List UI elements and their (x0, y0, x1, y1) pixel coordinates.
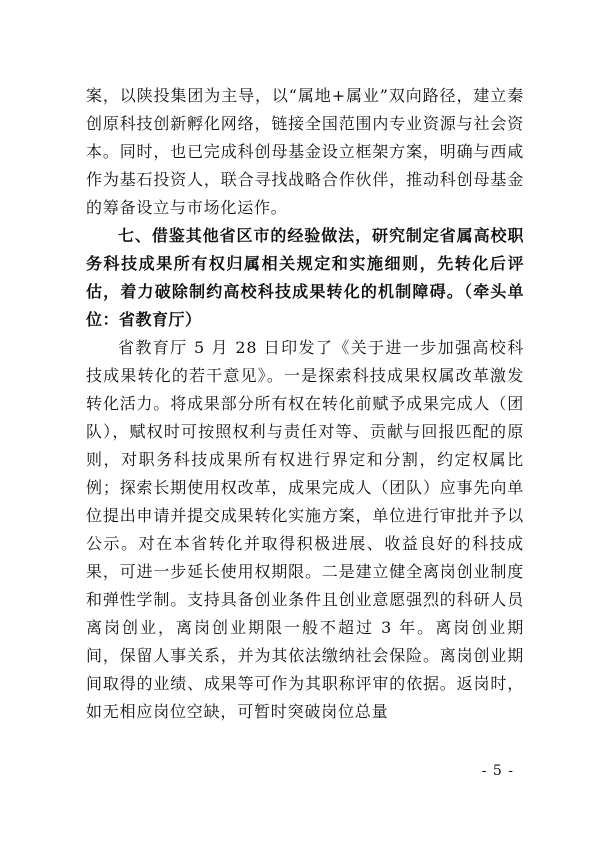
paragraph-continuation: 案，以陕投集团为主导，以“属地+属业”双向路径，建立秦创原科技创新孵化网络，链接全国范围内专业资源与社会资本。同时，也已完成科创母基金设立框架方案，明确与西咸作为基石投资人，联合寻找战略合作伙伴，推动科创母基金的筹备设立与市场化运作。 (86, 86, 524, 217)
section-heading-seven: 七、借鉴其他省区市的经验做法，研究制定省属高校职务科技成果所有权归属相关规定和实施细则，先转化后评估，着力破除制约高校科技成果转化的机制障碍。（牵头单位：省教育厅） (86, 226, 524, 329)
document-body (86, 82, 524, 726)
page-number: - 5 - (481, 763, 514, 779)
paragraph-body: 省教育厅 5 月 28 日印发了《关于进一步加强高校科技成果转化的若干意见》。一是探索科技成果权属改革激发转化活力。将成果部分所有权在转化前赋予成果完成人（团队），赋权时可按照权利与责任对等、贡献与回报匹配的原则，对职务科技成果所有权进行界定和分割，约定权属比例；探索长期使用权改革，成果完成人（团队）应事先向单位提出申请并提交成果转化实施方案，单位进行审批并予以公示。对在本省转化并取得积极进展、收益良好的科技成果，可进一步延长使用权期限。二是建立健全离岗创业制度和弹性学制。支持具备创业条件且创业意愿强烈的科研人员离岗创业，离岗创业期限一般不超过 3 年。离岗创业期间，保留人事关系，并为其依法缴纳社会保险。离岗创业期间取得的业绩、成果等可作为其职称评审的依据。返岗时，如无相应岗位空缺，可暂时突破岗位总量 (86, 338, 524, 721)
